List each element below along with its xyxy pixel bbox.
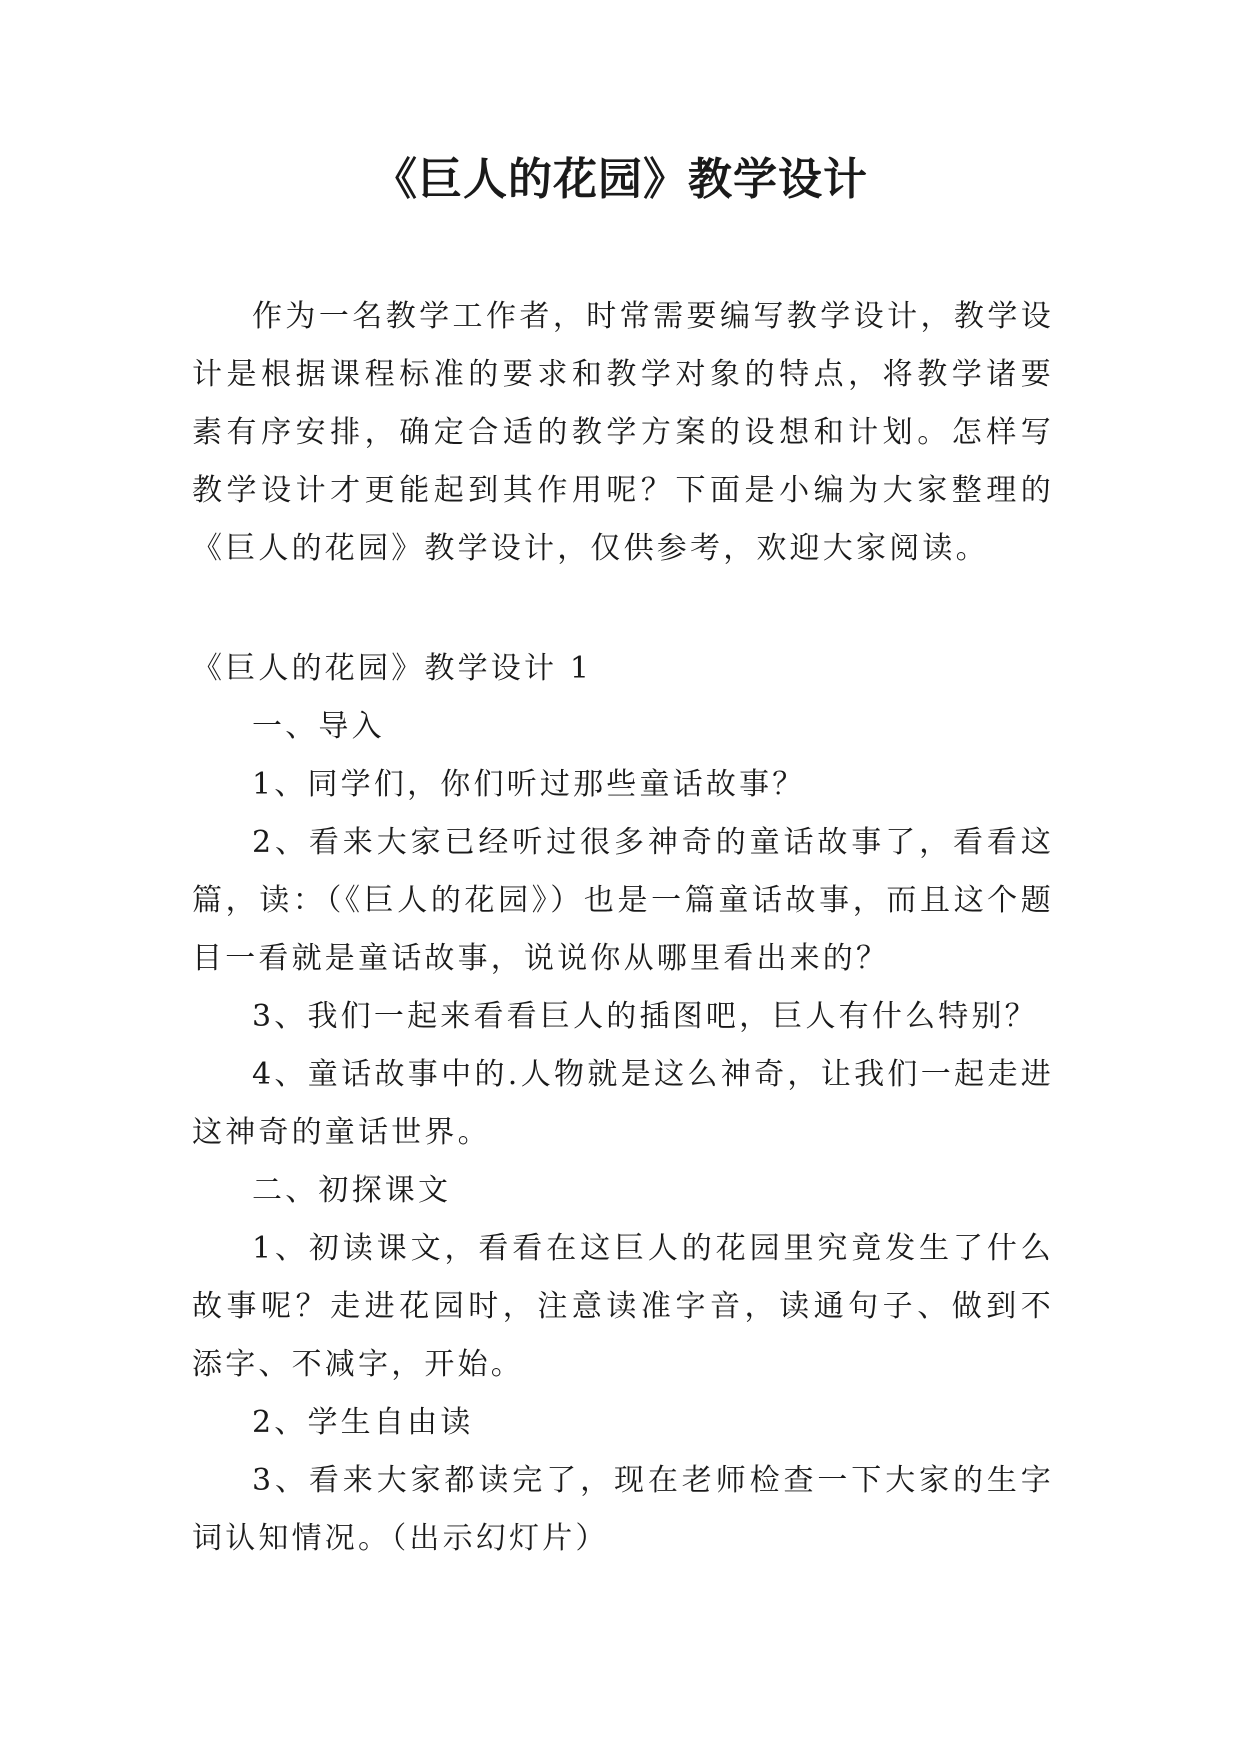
paragraph-item: 1、同学们，你们听过那些童话故事？ bbox=[252, 767, 806, 802]
paragraph-item: 2、看来大家已经听过很多神奇的童话故事了，看看这篇，读：（《巨人的花园》）也是一篇童话故事，而且这个题目一看就是童话故事，说说你从哪里看出来的？ bbox=[192, 825, 1054, 976]
document-body bbox=[192, 288, 1054, 1568]
section-spacer bbox=[192, 578, 1054, 640]
heading-intro: 一、导入 bbox=[252, 709, 385, 744]
section-title: 《巨人的花园》教学设计 1 bbox=[192, 651, 593, 686]
intro-paragraph: 作为一名教学工作者，时常需要编写教学设计，教学设计是根据课程标准的要求和教学对象的特点，将教学诸要素有序安排，确定合适的教学方案的设想和计划。怎样写教学设计才更能起到其作用呢？下面是小编为大家整理的《巨人的花园》教学设计，仅供参考，欢迎大家阅读。 bbox=[192, 299, 1054, 566]
document-title: 《巨人的花园》教学设计 bbox=[373, 154, 868, 205]
paragraph-item: 3、我们一起来看看巨人的插图吧，巨人有什么特别？ bbox=[252, 999, 1038, 1034]
heading-explore: 二、初探课文 bbox=[252, 1173, 452, 1208]
paragraph-item: 3、看来大家都读完了，现在老师检查一下大家的生字词认知情况。（出示幻灯片） bbox=[192, 1463, 1054, 1556]
paragraph-item: 2、学生自由读 bbox=[252, 1405, 474, 1440]
paragraph-item: 1、初读课文，看看在这巨人的花园里究竟发生了什么故事呢？走进花园时，注意读准字音，读通句子、做到不添字、不减字，开始。 bbox=[192, 1231, 1054, 1382]
paragraph-item: 4、童话故事中的.人物就是这么神奇，让我们一起走进这神奇的童话世界。 bbox=[192, 1057, 1054, 1150]
